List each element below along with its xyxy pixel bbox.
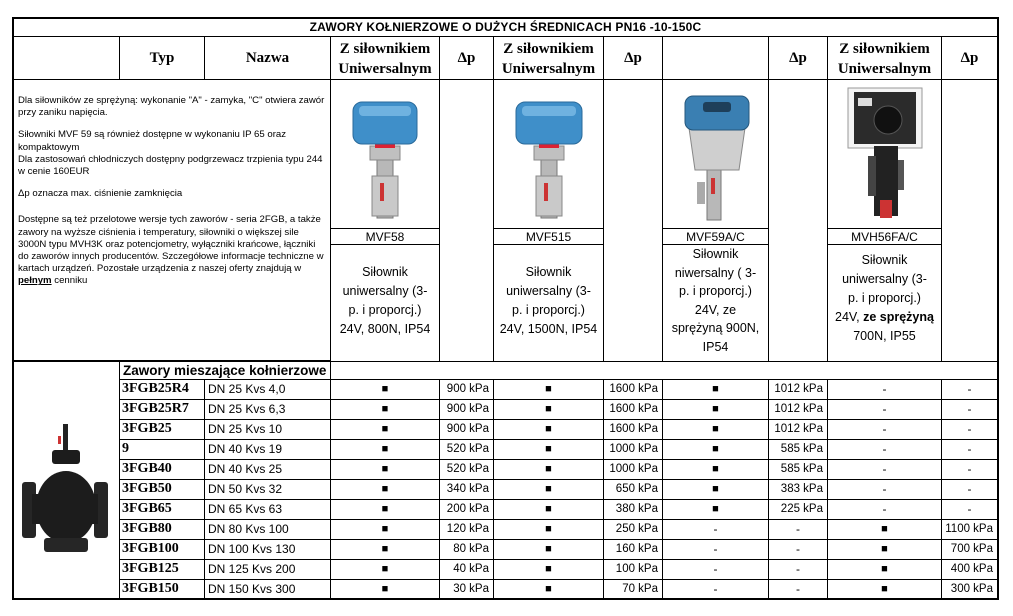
cell-dp-3: - — [769, 560, 828, 580]
cell-actuator-3: ■ — [663, 420, 769, 440]
cell-dp-2: 1000 kPa — [604, 440, 663, 460]
header-dp-2: Δp — [604, 37, 663, 80]
cell-actuator-4: ■ — [828, 560, 942, 580]
notes-block — [14, 80, 331, 361]
cell-actuator-1: ■ — [331, 380, 440, 400]
actuator-4-line4-voltage: 24V, — [835, 310, 864, 324]
cell-dp-4: - — [942, 420, 997, 440]
cell-dp-3: - — [769, 540, 828, 560]
cell-actuator-1: ■ — [331, 560, 440, 580]
cell-actuator-2: ■ — [494, 480, 604, 500]
actuator-2-model: MVF515 — [494, 228, 604, 245]
note-dp: Δp oznacza max. ciśnienie zamknięcia — [18, 188, 183, 200]
cell-dp-4: 700 kPa — [942, 540, 997, 560]
cell-actuator-4: - — [828, 420, 942, 440]
cell-dp-4: - — [942, 460, 997, 480]
actuator-4-line2: uniwersalny (3- — [842, 272, 927, 286]
cell-nazwa: DN 25 Kvs 10 — [205, 420, 331, 440]
actuator-mvf58-icon — [331, 80, 440, 228]
dp-1-empty — [440, 80, 494, 228]
cell-dp-1: 30 kPa — [440, 580, 494, 600]
table-title: ZAWORY KOŁNIERZOWE O DUŻYCH ŚREDNICACH PN16 -10-150C — [14, 19, 997, 37]
cell-dp-1: 40 kPa — [440, 560, 494, 580]
cell-dp-3: - — [769, 520, 828, 540]
cell-dp-1: 900 kPa — [440, 420, 494, 440]
cell-dp-1: 340 kPa — [440, 480, 494, 500]
actuator-2-line2: uniwersalny (3- — [506, 284, 591, 298]
actuator-2-line4: 24V, 1500N, IP54 — [499, 322, 598, 336]
cell-dp-3: 1012 kPa — [769, 420, 828, 440]
header-dp-1: Δp — [440, 37, 494, 80]
cell-dp-2: 1600 kPa — [604, 420, 663, 440]
cell-nazwa: DN 50 Kvs 32 — [205, 480, 331, 500]
cell-typ: 3FGB125 — [120, 560, 205, 580]
actuator-4-line1: Siłownik — [861, 253, 908, 267]
cell-nazwa: DN 80 Kvs 100 — [205, 520, 331, 540]
section-row-empty — [331, 361, 997, 380]
cell-actuator-3: - — [663, 560, 769, 580]
cell-actuator-2: ■ — [494, 540, 604, 560]
actuator-1-image — [331, 80, 440, 228]
actuator-3-line4: 24V, ze — [694, 302, 737, 317]
cell-dp-4: 400 kPa — [942, 560, 997, 580]
actuator-3-line3: p. i proporcj.) — [679, 284, 752, 298]
section-label: Zawory mieszające kołnierzowe — [120, 361, 331, 380]
cell-actuator-2: ■ — [494, 500, 604, 520]
cell-typ: 3FGB80 — [120, 520, 205, 540]
cell-dp-3: 383 kPa — [769, 480, 828, 500]
actuator-4-line3: p. i proporcj.) — [848, 291, 921, 305]
cell-typ: 9 — [120, 440, 205, 460]
cell-actuator-2: ■ — [494, 460, 604, 480]
actuator-1-description — [331, 245, 440, 361]
cell-actuator-2: ■ — [494, 440, 604, 460]
cell-dp-2: 250 kPa — [604, 520, 663, 540]
header-actuator-3 — [663, 37, 769, 80]
cell-typ: 3FGB65 — [120, 500, 205, 520]
note-other-products — [18, 214, 327, 287]
cell-dp-1: 900 kPa — [440, 380, 494, 400]
actuator-2-description — [494, 245, 604, 361]
dp-2-empty — [604, 80, 663, 228]
cell-dp-1: 200 kPa — [440, 500, 494, 520]
cell-actuator-1: ■ — [331, 440, 440, 460]
actuator-2-line3: p. i proporcj.) — [512, 303, 585, 317]
dp-2-col-spacer — [604, 228, 663, 361]
cell-actuator-4: - — [828, 440, 942, 460]
cell-nazwa: DN 150 Kvs 300 — [205, 580, 331, 600]
header-dp-3: Δp — [769, 37, 828, 80]
cell-actuator-4: - — [828, 480, 942, 500]
actuator-4-image — [828, 80, 942, 228]
note-spring: Dla siłowników ze sprężyną: wykonanie "A" - zamyka, "C" otwiera zawór przy zaniku napięcia. — [18, 95, 325, 119]
dp-3-empty — [769, 80, 828, 228]
cell-actuator-2: ■ — [494, 560, 604, 580]
cell-nazwa: DN 25 Kvs 4,0 — [205, 380, 331, 400]
cell-dp-1: 520 kPa — [440, 440, 494, 460]
actuator-4-description — [828, 245, 942, 361]
cell-nazwa: DN 40 Kvs 25 — [205, 460, 331, 480]
cell-typ: 3FGB40 — [120, 460, 205, 480]
cell-actuator-4: ■ — [828, 520, 942, 540]
actuator-4-model: MVH56FA/C — [828, 228, 942, 245]
cell-actuator-1: ■ — [331, 520, 440, 540]
note-other-end: cenniku — [54, 275, 88, 287]
cell-actuator-3: ■ — [663, 400, 769, 420]
price-table — [12, 17, 999, 600]
cell-actuator-2: ■ — [494, 520, 604, 540]
actuator-2-image — [494, 80, 604, 228]
actuator-3-line2: niwersalny ( 3- — [674, 265, 757, 280]
cell-actuator-3: - — [663, 520, 769, 540]
cell-dp-4: - — [942, 380, 997, 400]
cell-actuator-3: ■ — [663, 480, 769, 500]
actuator-3-line6: IP54 — [702, 339, 729, 354]
actuator-mvf59-icon — [663, 80, 769, 228]
cell-dp-1: 520 kPa — [440, 460, 494, 480]
actuator-mvf515-icon — [494, 80, 604, 228]
cell-dp-4: 1100 kPa — [942, 520, 997, 540]
actuator-3-line5: sprężyną 900N, — [671, 321, 760, 335]
actuator-4-line5: 700N, IP55 — [853, 329, 916, 343]
cell-actuator-1: ■ — [331, 580, 440, 600]
cell-actuator-3: ■ — [663, 440, 769, 460]
actuator-1-line2: uniwersalny (3- — [342, 284, 428, 298]
actuator-3-line1: Siłownik — [692, 247, 739, 261]
cell-actuator-1: ■ — [331, 460, 440, 480]
cell-dp-1: 120 kPa — [440, 520, 494, 540]
cell-dp-1: 900 kPa — [440, 400, 494, 420]
cell-nazwa: DN 65 Kvs 63 — [205, 500, 331, 520]
cell-dp-1: 80 kPa — [440, 540, 494, 560]
cell-dp-3: 1012 kPa — [769, 400, 828, 420]
cell-actuator-4: ■ — [828, 540, 942, 560]
cell-dp-2: 160 kPa — [604, 540, 663, 560]
cell-actuator-1: ■ — [331, 420, 440, 440]
actuator-4-line4-spring: ze sprężyną — [863, 310, 934, 324]
actuator-1-model: MVF58 — [331, 228, 440, 245]
cell-dp-4: - — [942, 440, 997, 460]
actuator-4-line4 — [828, 308, 941, 327]
cell-nazwa: DN 25 Kvs 6,3 — [205, 400, 331, 420]
cell-dp-2: 1600 kPa — [604, 380, 663, 400]
cell-dp-4: - — [942, 480, 997, 500]
actuator-3-description — [663, 245, 769, 361]
cell-actuator-4: - — [828, 460, 942, 480]
actuator-3-image — [663, 80, 769, 228]
actuator-1-line4: 24V, 800N, IP54 — [339, 322, 431, 336]
header-typ: Typ — [120, 37, 205, 80]
cell-actuator-1: ■ — [331, 540, 440, 560]
header-actuator-1: Z siłownikiem Uniwersalnym — [331, 37, 440, 80]
cell-actuator-1: ■ — [331, 400, 440, 420]
cell-typ: 3FGB150 — [120, 580, 205, 600]
cell-nazwa: DN 100 Kvs 130 — [205, 540, 331, 560]
dp-4-col-spacer — [942, 228, 997, 361]
cell-actuator-1: ■ — [331, 480, 440, 500]
cell-dp-3: 585 kPa — [769, 440, 828, 460]
cell-typ: 3FGB25 — [120, 420, 205, 440]
cell-actuator-3: - — [663, 540, 769, 560]
actuator-3-model: MVF59A/C — [663, 228, 769, 245]
note-mvf59: Siłowniki MVF 59 są również dostępne w wykonaniu IP 65 oraz kompaktowym — [18, 129, 287, 153]
cell-nazwa: DN 125 Kvs 200 — [205, 560, 331, 580]
cell-actuator-3: ■ — [663, 460, 769, 480]
cell-typ: 3FGB25R4 — [120, 380, 205, 400]
actuator-1-line1: Siłownik — [362, 265, 408, 279]
header-actuator-4: Z siłownikiem Uniwersalnym — [828, 37, 942, 80]
note-other-text: Dostępne są też przelotowe wersje tych zaworów - seria 2FGB, a także zawory na wyższe ciśnienia i temperatury, siłowniki o większej sile 3000N typu MVH3K oraz potencjometry, wyłączniki krańcowe, łączniki do zaworów innych producentów. Szczegółowe informacje techniczne w kartach urządzeń. Pozostałe urządzenia z naszej oferty znajdują w — [18, 214, 324, 275]
header-empty-cell — [14, 37, 120, 80]
actuator-1-line3: p. i proporcj.) — [348, 303, 422, 317]
cell-actuator-2: ■ — [494, 580, 604, 600]
cell-actuator-2: ■ — [494, 400, 604, 420]
cell-actuator-4: ■ — [828, 580, 942, 600]
cell-dp-4: 300 kPa — [950, 583, 993, 595]
cell-nazwa: DN 40 Kvs 19 — [205, 440, 331, 460]
cell-dp-4: - — [942, 400, 997, 420]
cell-dp-3: 585 kPa — [769, 460, 828, 480]
cell-dp-2: 650 kPa — [604, 480, 663, 500]
cell-dp-2: 1000 kPa — [604, 460, 663, 480]
cell-dp-2: 1600 kPa — [604, 400, 663, 420]
cell-typ: 3FGB25R7 — [120, 400, 205, 420]
cell-dp-3: - — [769, 580, 828, 600]
cell-actuator-1: ■ — [331, 500, 440, 520]
cell-typ: 3FGB100 — [120, 540, 205, 560]
note-heater: Dla zastosowań chłodniczych dostępny podgrzewacz trzpienia typu 244 w cenie 160EUR — [18, 153, 323, 178]
cell-actuator-2: ■ — [494, 380, 604, 400]
dp-3-col-spacer — [769, 228, 828, 361]
header-nazwa: Nazwa — [205, 37, 331, 80]
dp-1-col-spacer — [440, 228, 494, 361]
mixing-valve-icon — [14, 362, 120, 600]
cell-actuator-3: - — [663, 580, 769, 600]
actuator-2-line1: Siłownik — [525, 265, 572, 279]
cell-typ: 3FGB50 — [120, 480, 205, 500]
header-actuator-2: Z siłownikiem Uniwersalnym — [494, 37, 604, 80]
header-dp-4: Δp — [942, 37, 997, 80]
dp-4-empty — [942, 80, 997, 228]
actuator-mvh56-icon — [828, 80, 942, 228]
cell-dp-3: 225 kPa — [769, 500, 828, 520]
cell-actuator-4: - — [828, 400, 942, 420]
cell-dp-3: 1012 kPa — [769, 380, 828, 400]
cell-actuator-4: - — [828, 380, 942, 400]
cell-actuator-3: ■ — [663, 500, 769, 520]
cell-dp-4: - — [942, 500, 997, 520]
cell-actuator-2: ■ — [494, 420, 604, 440]
valve-image — [14, 361, 120, 600]
cell-actuator-3: ■ — [663, 380, 769, 400]
cell-dp-2: 70 kPa — [604, 580, 663, 600]
cell-dp-2: 380 kPa — [604, 500, 663, 520]
cell-dp-2: 100 kPa — [604, 560, 663, 580]
cell-actuator-4: - — [828, 500, 942, 520]
full-price-list-link[interactable]: pełnym — [18, 275, 52, 287]
